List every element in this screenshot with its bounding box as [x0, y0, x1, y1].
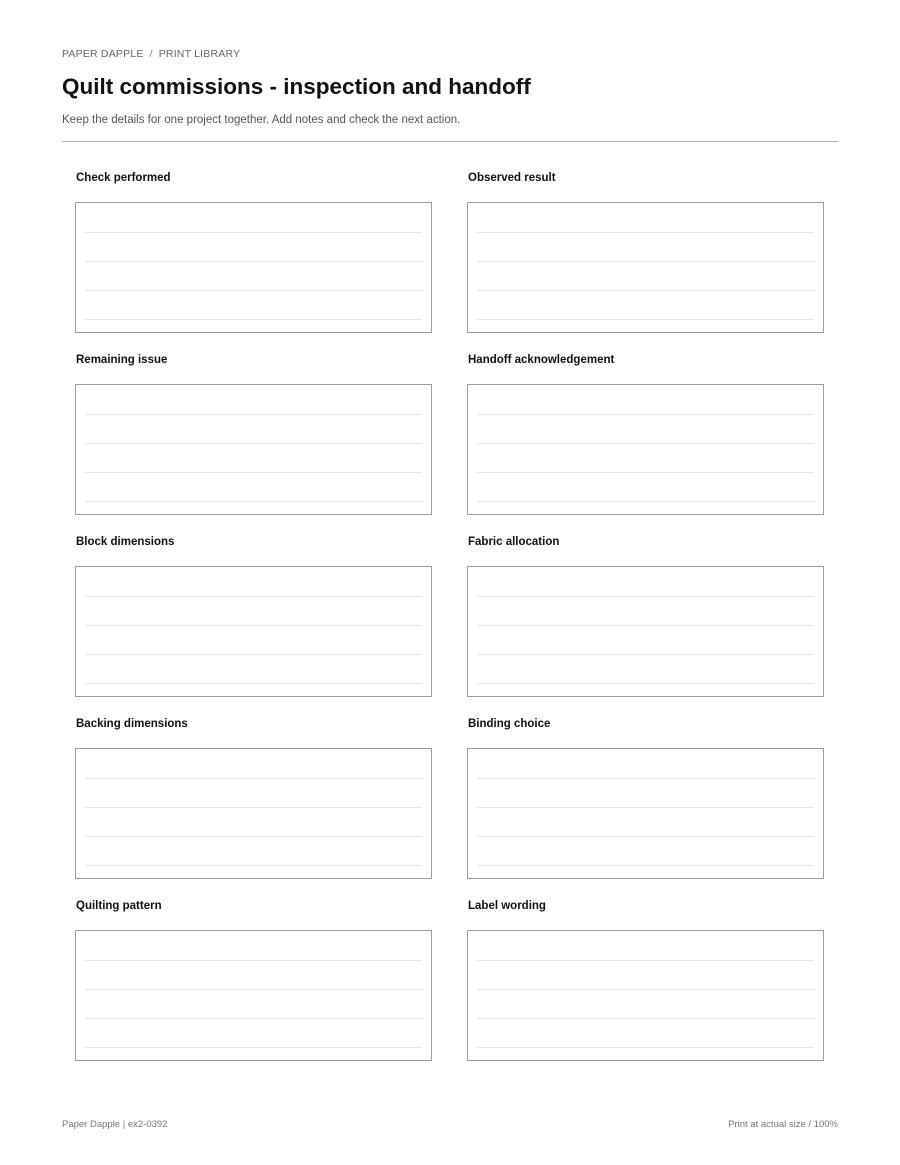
note-box[interactable]: [75, 202, 432, 333]
ruled-line: [477, 683, 814, 684]
ruled-line: [85, 290, 422, 291]
ruled-line: [477, 989, 814, 990]
footer-document-id: Paper Dapple | ex2-0392: [62, 1119, 168, 1130]
note-box[interactable]: [75, 384, 432, 515]
note-box[interactable]: [467, 748, 824, 879]
ruled-line: [477, 865, 814, 866]
breadcrumb-item-brand[interactable]: PAPER DAPPLE: [62, 48, 144, 60]
ruled-line: [85, 443, 422, 444]
ruled-line: [85, 261, 422, 262]
ruled-line: [85, 778, 422, 779]
ruled-line: [477, 501, 814, 502]
ruled-line: [477, 960, 814, 961]
field-label: Handoff acknowledgement: [468, 354, 615, 366]
note-box[interactable]: [467, 566, 824, 697]
ruled-line: [85, 683, 422, 684]
field-label: Fabric allocation: [468, 536, 560, 548]
ruled-line: [85, 807, 422, 808]
ruled-line: [85, 654, 422, 655]
breadcrumb-item-section[interactable]: PRINT LIBRARY: [158, 48, 241, 60]
ruled-line: [477, 290, 814, 291]
ruled-line: [477, 654, 814, 655]
ruled-line: [85, 472, 422, 473]
field-label: Backing dimensions: [76, 718, 188, 730]
ruled-line: [85, 1047, 422, 1048]
ruled-line: [85, 625, 422, 626]
ruled-line: [85, 836, 422, 837]
note-box[interactable]: [75, 930, 432, 1061]
ruled-line: [85, 960, 422, 961]
ruled-line: [85, 1018, 422, 1019]
ruled-line: [477, 319, 814, 320]
ruled-line: [477, 472, 814, 473]
ruled-line: [85, 865, 422, 866]
ruled-line: [477, 596, 814, 597]
note-box[interactable]: [75, 748, 432, 879]
breadcrumb: [62, 48, 240, 60]
ruled-line: [477, 1018, 814, 1019]
field-label: Observed result: [468, 172, 556, 184]
field-label: Quilting pattern: [76, 900, 162, 912]
field-label: Label wording: [468, 900, 546, 912]
header-divider: [62, 141, 838, 142]
ruled-line: [85, 414, 422, 415]
ruled-line: [477, 414, 814, 415]
footer-print-note: Print at actual size / 100%: [728, 1119, 838, 1130]
ruled-line: [477, 232, 814, 233]
ruled-line: [477, 1047, 814, 1048]
ruled-line: [477, 261, 814, 262]
note-box[interactable]: [467, 202, 824, 333]
field-label: Check performed: [76, 172, 171, 184]
note-box[interactable]: [467, 384, 824, 515]
ruled-line: [85, 596, 422, 597]
page-subtitle: Keep the details for one project together. Add notes and check the next action.: [62, 114, 461, 126]
ruled-line: [477, 836, 814, 837]
ruled-line: [477, 807, 814, 808]
field-label: Binding choice: [468, 718, 551, 730]
breadcrumb-separator: /: [149, 48, 153, 60]
ruled-line: [85, 501, 422, 502]
ruled-line: [85, 232, 422, 233]
page-title: Quilt commissions - inspection and handoff: [62, 74, 531, 99]
ruled-line: [85, 319, 422, 320]
note-box[interactable]: [467, 930, 824, 1061]
field-label: Remaining issue: [76, 354, 168, 366]
ruled-line: [85, 989, 422, 990]
note-box[interactable]: [75, 566, 432, 697]
ruled-line: [477, 625, 814, 626]
ruled-line: [477, 443, 814, 444]
ruled-line: [477, 778, 814, 779]
field-label: Block dimensions: [76, 536, 175, 548]
